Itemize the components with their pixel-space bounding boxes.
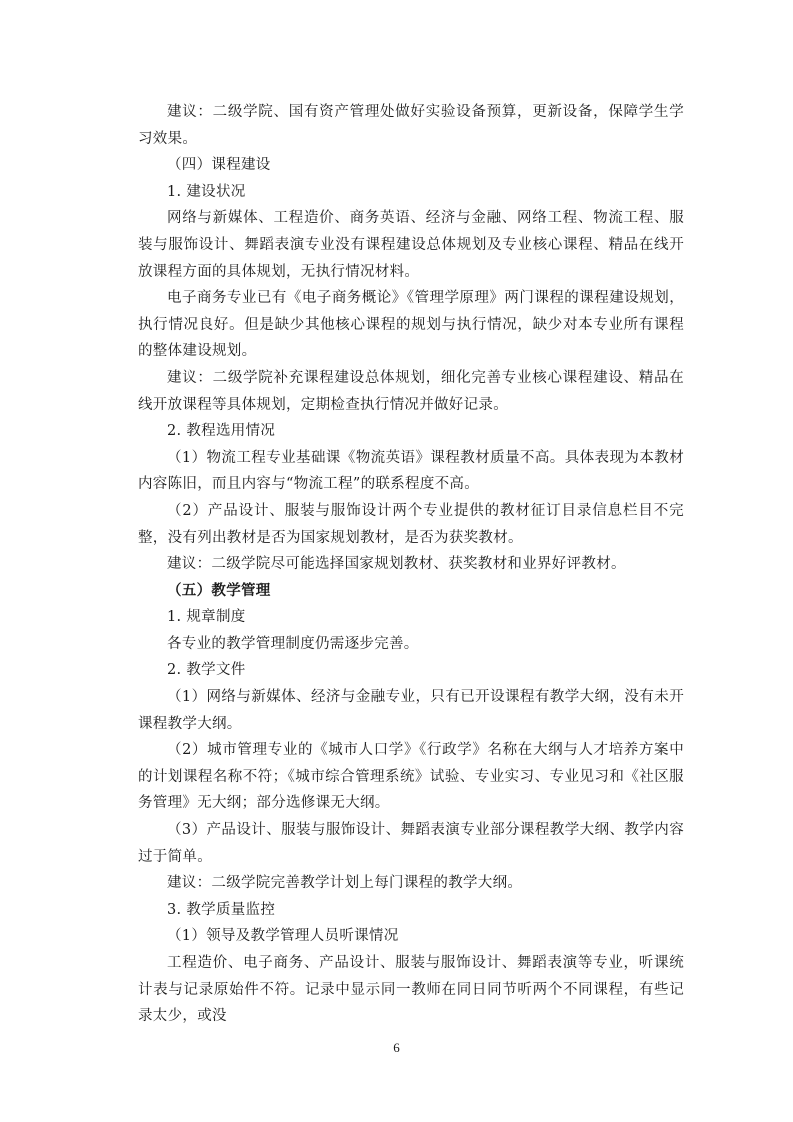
paragraph: 工程造价、电子商务、产品设计、服装与服饰设计、舞蹈表演等专业，听课统计表与记录原始件不符。记录中显示同一教师在同日同节听两个不同课程，有些记录太少，或没	[138, 955, 684, 1025]
subsection-heading: 1. 建设状况	[167, 183, 246, 200]
paragraph: 网络与新媒体、工程造价、商务英语、经济与金融、网络工程、物流工程、服装与服饰设计、舞蹈表演专业没有课程建设总体规划及专业核心课程、精品在线开放课程方面的具体规划，无执行情况材料。	[138, 210, 684, 280]
subsection-heading: 2. 教学文件	[167, 662, 246, 679]
paragraph: （1）网络与新媒体、经济与金融专业，只有已开设课程有教学大纲，没有未开课程教学大纲。	[138, 689, 684, 732]
section-heading: （五）教学管理	[167, 581, 271, 599]
paragraph: （1）物流工程专业基础课《物流英语》课程教材质量不高。具体表现为本教材内容陈旧，而且内容与“物流工程”的联系程度不高。	[138, 449, 684, 493]
paragraph: （1）领导及教学管理人员听课情况	[167, 928, 399, 945]
subsection-heading: 3. 教学质量监控	[167, 901, 276, 918]
paragraph: （2）产品设计、服装与服饰设计两个专业提供的教材征订目录信息栏目不完整，没有列出教材是否为国家规划教材，是否为获奖教材。	[138, 502, 684, 546]
paragraph: 建议：二级学院补充课程建设总体规划，细化完善专业核心课程建设、精品在线开放课程等具体规划，定期检查执行情况并做好记录。	[138, 369, 684, 413]
paragraph: 建议：二级学院完善教学计划上每门课程的教学大纲。	[167, 875, 523, 892]
paragraph: （2）城市管理专业的《城市人口学》《行政学》名称在大纲与人才培养方案中的计划课程名称不符；《城市综合管理系统》试验、专业实习、专业见习和《社区服务管理》无大纲；部分选修课无大纲。	[138, 742, 684, 812]
paragraph: 各专业的教学管理制度仍需逐步完善。	[167, 635, 419, 652]
paragraph: （3）产品设计、服装与服饰设计、舞蹈表演专业部分课程教学大纲、教学内容过于简单。	[138, 822, 684, 865]
subsection-heading: 2. 教程选用情况	[167, 423, 276, 440]
page-number: 6	[393, 1040, 400, 1055]
section-heading: （四）课程建设	[167, 157, 271, 174]
subsection-heading: 1. 规章制度	[167, 609, 246, 626]
paragraph: 建议：二级学院、国有资产管理处做好实验设备预算，更新设备，保障学生学习效果。	[138, 104, 684, 147]
paragraph: 电子商务专业已有《电子商务概论》《管理学原理》两门课程的课程建设规划，执行情况良好。但是缺少其他核心课程的规划与执行情况，缺少对本专业所有课程的整体建设规划。	[138, 290, 684, 360]
document-body	[138, 99, 684, 1030]
paragraph: 建议：二级学院尽可能选择国家规划教材、获奖教材和业界好评教材。	[167, 556, 626, 573]
